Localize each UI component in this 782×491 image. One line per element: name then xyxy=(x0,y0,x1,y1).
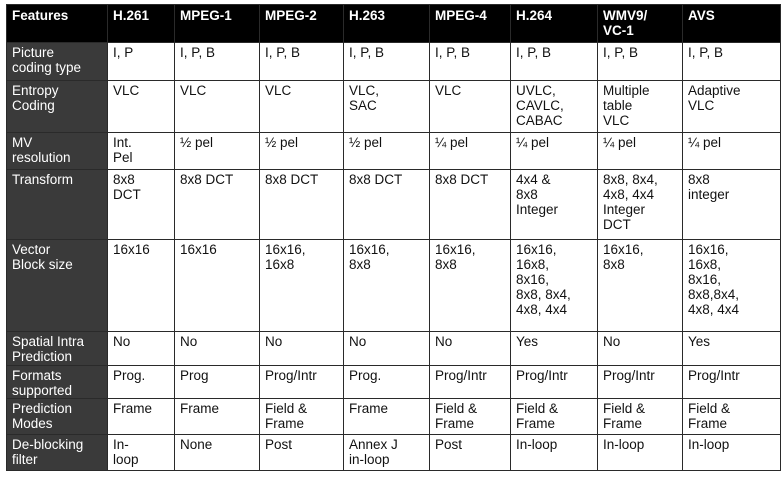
table-cell: Prog/Intr xyxy=(260,366,344,399)
table-cell: 8x8 DCT xyxy=(175,170,260,240)
table-row xyxy=(7,81,781,133)
table-cell: In-loop xyxy=(511,435,598,471)
table-cell: 8x8 DCT xyxy=(260,170,344,240)
table-cell: I, P, B xyxy=(344,43,430,81)
feature-label: Vector Block size xyxy=(7,240,108,332)
table-cell: Prog xyxy=(175,366,260,399)
table-cell: 8x8 DCT xyxy=(430,170,511,240)
table-cell: In-loop xyxy=(598,435,683,471)
table-cell: 16x16, 16x8, 8x16, 8x8,8x4, 4x8, 4x4 xyxy=(683,240,781,332)
comparison-table-container xyxy=(6,4,781,471)
table-cell: Yes xyxy=(683,332,781,366)
table-cell: In-loop xyxy=(683,435,781,471)
table-cell: I, P, B xyxy=(598,43,683,81)
table-cell: ¼ pel xyxy=(683,133,781,170)
feature-label: De-blocking filter xyxy=(7,435,108,471)
table-cell: No xyxy=(260,332,344,366)
table-cell: VLC, SAC xyxy=(344,81,430,133)
table-cell: UVLC, CAVLC, CABAC xyxy=(511,81,598,133)
table-cell: Frame xyxy=(175,399,260,435)
table-cell: ½ pel xyxy=(260,133,344,170)
feature-label: Picture coding type xyxy=(7,43,108,81)
table-cell: No xyxy=(175,332,260,366)
feature-label: Transform xyxy=(7,170,108,240)
table-cell: Adaptive VLC xyxy=(683,81,781,133)
table-row xyxy=(7,366,781,399)
table-cell: Field & Frame xyxy=(511,399,598,435)
header-cell-mpeg4: MPEG-4 xyxy=(430,5,511,43)
table-cell: I, P, B xyxy=(683,43,781,81)
table-cell: I, P, B xyxy=(175,43,260,81)
table-cell: Prog/Intr xyxy=(683,366,781,399)
table-cell: Field & Frame xyxy=(683,399,781,435)
feature-label: Formats supported xyxy=(7,366,108,399)
table-row xyxy=(7,133,781,170)
feature-label: Spatial Intra Prediction xyxy=(7,332,108,366)
table-cell: I, P, B xyxy=(430,43,511,81)
feature-label: Entropy Coding xyxy=(7,81,108,133)
table-cell: ½ pel xyxy=(344,133,430,170)
codec-comparison-table xyxy=(6,4,781,471)
header-cell-mpeg1: MPEG-1 xyxy=(175,5,260,43)
table-cell: Prog/Intr xyxy=(598,366,683,399)
table-cell: 16x16, 16x8, 8x16, 8x8, 8x4, 4x8, 4x4 xyxy=(511,240,598,332)
table-row xyxy=(7,170,781,240)
table-cell: Prog. xyxy=(108,366,175,399)
table-row xyxy=(7,43,781,81)
table-cell: I, P xyxy=(108,43,175,81)
table-cell: VLC xyxy=(430,81,511,133)
table-cell: 16x16 xyxy=(175,240,260,332)
table-cell: 8x8 DCT xyxy=(108,170,175,240)
table-cell: Post xyxy=(260,435,344,471)
table-cell: In- loop xyxy=(108,435,175,471)
feature-label: MV resolution xyxy=(7,133,108,170)
table-cell: ¼ pel xyxy=(598,133,683,170)
table-cell: VLC xyxy=(175,81,260,133)
table-cell: Prog/Intr xyxy=(430,366,511,399)
header-cell-avs: AVS xyxy=(683,5,781,43)
table-cell: Field & Frame xyxy=(598,399,683,435)
table-cell: Annex J in-loop xyxy=(344,435,430,471)
table-cell: 16x16, 8x8 xyxy=(430,240,511,332)
table-cell: Field & Frame xyxy=(430,399,511,435)
header-cell-wmv9-vc1: WMV9/ VC-1 xyxy=(598,5,683,43)
table-cell: No xyxy=(598,332,683,366)
table-cell: Prog/Intr xyxy=(511,366,598,399)
table-cell: 16x16, 8x8 xyxy=(344,240,430,332)
header-cell-mpeg2: MPEG-2 xyxy=(260,5,344,43)
table-cell: 8x8, 8x4, 4x8, 4x4 Integer DCT xyxy=(598,170,683,240)
table-cell: Field & Frame xyxy=(260,399,344,435)
table-cell: 8x8 integer xyxy=(683,170,781,240)
table-cell: ½ pel xyxy=(175,133,260,170)
header-cell-features: Features xyxy=(7,5,108,43)
header-cell-h261: H.261 xyxy=(108,5,175,43)
table-cell: I, P, B xyxy=(260,43,344,81)
header-row xyxy=(7,5,781,43)
table-cell: 4x4 & 8x8 Integer xyxy=(511,170,598,240)
table-row xyxy=(7,240,781,332)
table-cell: I, P, B xyxy=(511,43,598,81)
table-cell: None xyxy=(175,435,260,471)
table-cell: Post xyxy=(430,435,511,471)
table-cell: 16x16 xyxy=(108,240,175,332)
table-cell: Multiple table VLC xyxy=(598,81,683,133)
table-cell: 16x16, 8x8 xyxy=(598,240,683,332)
header-cell-h264: H.264 xyxy=(511,5,598,43)
table-cell: Yes xyxy=(511,332,598,366)
table-cell: No xyxy=(108,332,175,366)
table-cell: Frame xyxy=(344,399,430,435)
table-row xyxy=(7,332,781,366)
header-cell-h263: H.263 xyxy=(344,5,430,43)
table-cell: VLC xyxy=(260,81,344,133)
table-row xyxy=(7,435,781,471)
table-cell: Int. Pel xyxy=(108,133,175,170)
table-cell: ¼ pel xyxy=(511,133,598,170)
table-cell: No xyxy=(430,332,511,366)
table-cell: VLC xyxy=(108,81,175,133)
table-cell: Frame xyxy=(108,399,175,435)
table-cell: 16x16, 16x8 xyxy=(260,240,344,332)
table-cell: ¼ pel xyxy=(430,133,511,170)
table-row xyxy=(7,399,781,435)
table-cell: Prog. xyxy=(344,366,430,399)
table-cell: 8x8 DCT xyxy=(344,170,430,240)
table-cell: No xyxy=(344,332,430,366)
feature-label: Prediction Modes xyxy=(7,399,108,435)
